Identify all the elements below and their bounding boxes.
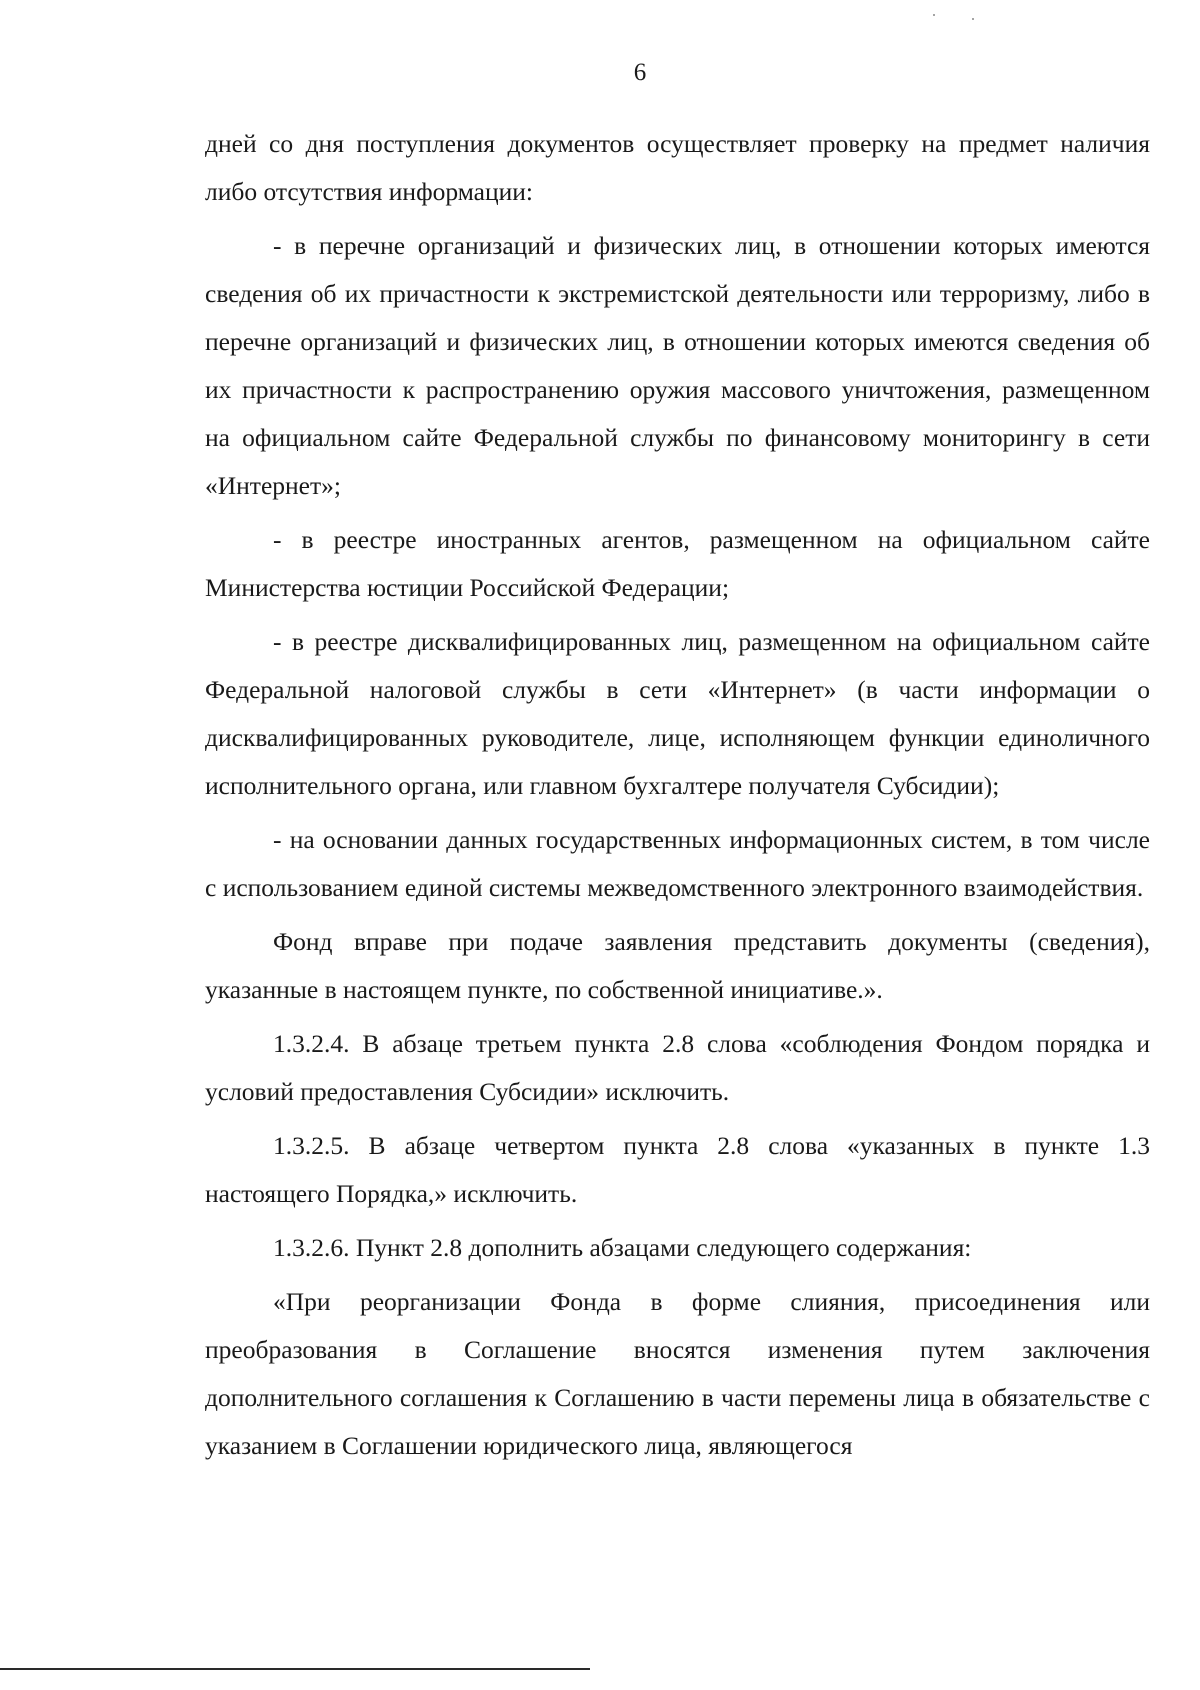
- paragraph-4: - в реестре дисквалифицированных лиц, размещенном на официальном сайте Федеральной налоговой службы в сети «Интернет» (в части информации о дисквалифицированных руководителе, лице, исполняющем функции единоличного исполнительного органа, или главном бухгалтере получателя Субсидии);: [205, 627, 1150, 800]
- paragraph-3: - в реестре иностранных агентов, размещенном на официальном сайте Министерства юстиции Российской Федерации;: [205, 525, 1150, 602]
- paragraph-1: дней со дня поступления документов осуществляет проверку на предмет наличия либо отсутствия информации:: [205, 129, 1150, 206]
- scan-speck: [933, 14, 935, 16]
- paragraph-7: 1.3.2.4. В абзаце третьем пункта 2.8 слова «соблюдения Фондом порядка и условий предоставления Субсидии» исключить.: [205, 1029, 1150, 1106]
- scan-edge-line: [0, 1668, 590, 1670]
- paragraph-10: «При реорганизации Фонда в форме слияния, присоединения или преобразования в Соглашение вносятся изменения путем заключения дополнительного соглашения к Соглашению в части перемены лица в обязательстве с указанием в Соглашении юридического лица, являющегося: [205, 1287, 1150, 1460]
- paragraph-2: - в перечне организаций и физических лиц, в отношении которых имеются сведения об их причастности к экстремистской деятельности или терроризму, либо в перечне организаций и физических лиц, в отношении которых имеются сведения об их причастности к распространению оружия массового уничтожения, размещенном на официальном сайте Федеральной службы по финансовому мониторингу в сети «Интернет»;: [205, 231, 1150, 500]
- paragraph-8: 1.3.2.5. В абзаце четвертом пункта 2.8 слова «указанных в пункте 1.3 настоящего Порядка,» исключить.: [205, 1131, 1150, 1208]
- page-number: 6: [633, 59, 647, 86]
- paragraph-9: 1.3.2.6. Пункт 2.8 дополнить абзацами следующего содержания:: [273, 1233, 972, 1262]
- paragraph-6: Фонд вправе при подаче заявления представить документы (сведения), указанные в настоящем пункте, по собственной инициативе.».: [205, 927, 1150, 1004]
- document-body: [205, 120, 1150, 1476]
- paragraph-5: - на основании данных государственных информационных систем, в том числе с использованием единой системы межведомственного электронного взаимодействия.: [205, 825, 1150, 902]
- scan-speck: [972, 18, 974, 20]
